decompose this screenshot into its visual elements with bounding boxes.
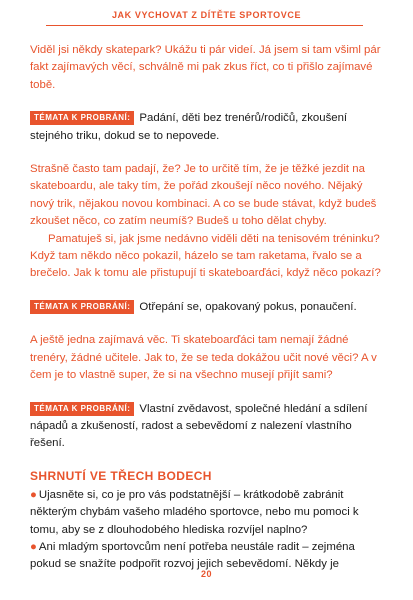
topic-box-1 xyxy=(30,110,382,145)
summary-heading: SHRNUTÍ VE TŘECH BODECH xyxy=(30,468,212,483)
topic-box-2 xyxy=(30,299,382,316)
header-rule xyxy=(46,25,363,26)
bullet-icon: ● xyxy=(30,488,37,501)
summary-bullet-1 xyxy=(30,487,382,539)
topic-box-3 xyxy=(30,401,382,453)
topic-text-2: Otřepání se, opakovaný pokus, ponaučení. xyxy=(139,300,357,313)
page-number: 20 xyxy=(200,569,212,579)
summary-bullet-text-1: Ujasněte si, co je pro vás podstatnější – krátkodobě zabránit některým chybám vašeho mladého sportovce, nebo mu pomoci k tomu, aby se z dlouhodobého hlediska rozvíjel naplno? xyxy=(30,488,359,536)
topics-tag: TÉMATA K PROBRÁNÍ: xyxy=(30,300,134,314)
bullet-icon: ● xyxy=(30,540,37,553)
topic-text-1: Padání, děti bez trenérů/rodičů, zkoušení stejného triku, dokud se to nepovede. xyxy=(30,112,348,142)
page-content xyxy=(30,42,382,574)
topics-tag: TÉMATA K PROBRÁNÍ: xyxy=(30,402,134,416)
dialogue-paragraph-4: A ještě jedna zajímavá věc. Ti skateboarďáci tam nemají žádné trenéry, žádné učitele. Jak to, že se teda dokážou učit nové věci? A v čem je to vlastně super, že si na všechno musejí přijít sami? xyxy=(30,334,377,382)
summary-bullet-text-2: Ani mladým sportovcům není potřeba neustále radit – zejména pokud se snažíte podpořit rozvoj jejich sebevědomí. Někdy je xyxy=(30,540,355,571)
running-header: JAK VYCHOVAT Z DÍTĚTE SPORTOVCE xyxy=(111,10,302,20)
topic-text-3: Vlastní zvědavost, společné hledání a sdílení nápadů a zkušeností, radost a sebevědomí z nalezení vlastního řešení. xyxy=(30,402,368,450)
dialogue-paragraph-1: Viděl jsi někdy skatepark? Ukážu ti pár videí. Já jsem si tam všiml pár fakt zajímavých věcí, schválně mi pak zkus říct, co ti přišlo zajímavé tobě. xyxy=(30,44,381,91)
dialogue-paragraph-2: Strašně často tam padají, že? Je to určitě tím, že je těžké jezdit na skateboardu, ale taky tím, že pořád zkoušejí něco nového. Nějaký nový trik, nějakou novou kombinaci. A co se bude stávat, když budeš zkoušet něco, co zatím neumíš? Budeš u toho dělat chyby. xyxy=(30,163,377,228)
topics-tag: TÉMATA K PROBRÁNÍ: xyxy=(30,111,134,125)
dialogue-paragraph-3: Pamatuješ si, jak jsme nedávno viděli děti na tenisovém tréninku? Když tam někdo něco pokazil, házelo se tam raketama, řvalo se a brečelo. Jak k tomu ale přistupují ti skateboarďáci, když něco pokazí? xyxy=(30,232,381,280)
